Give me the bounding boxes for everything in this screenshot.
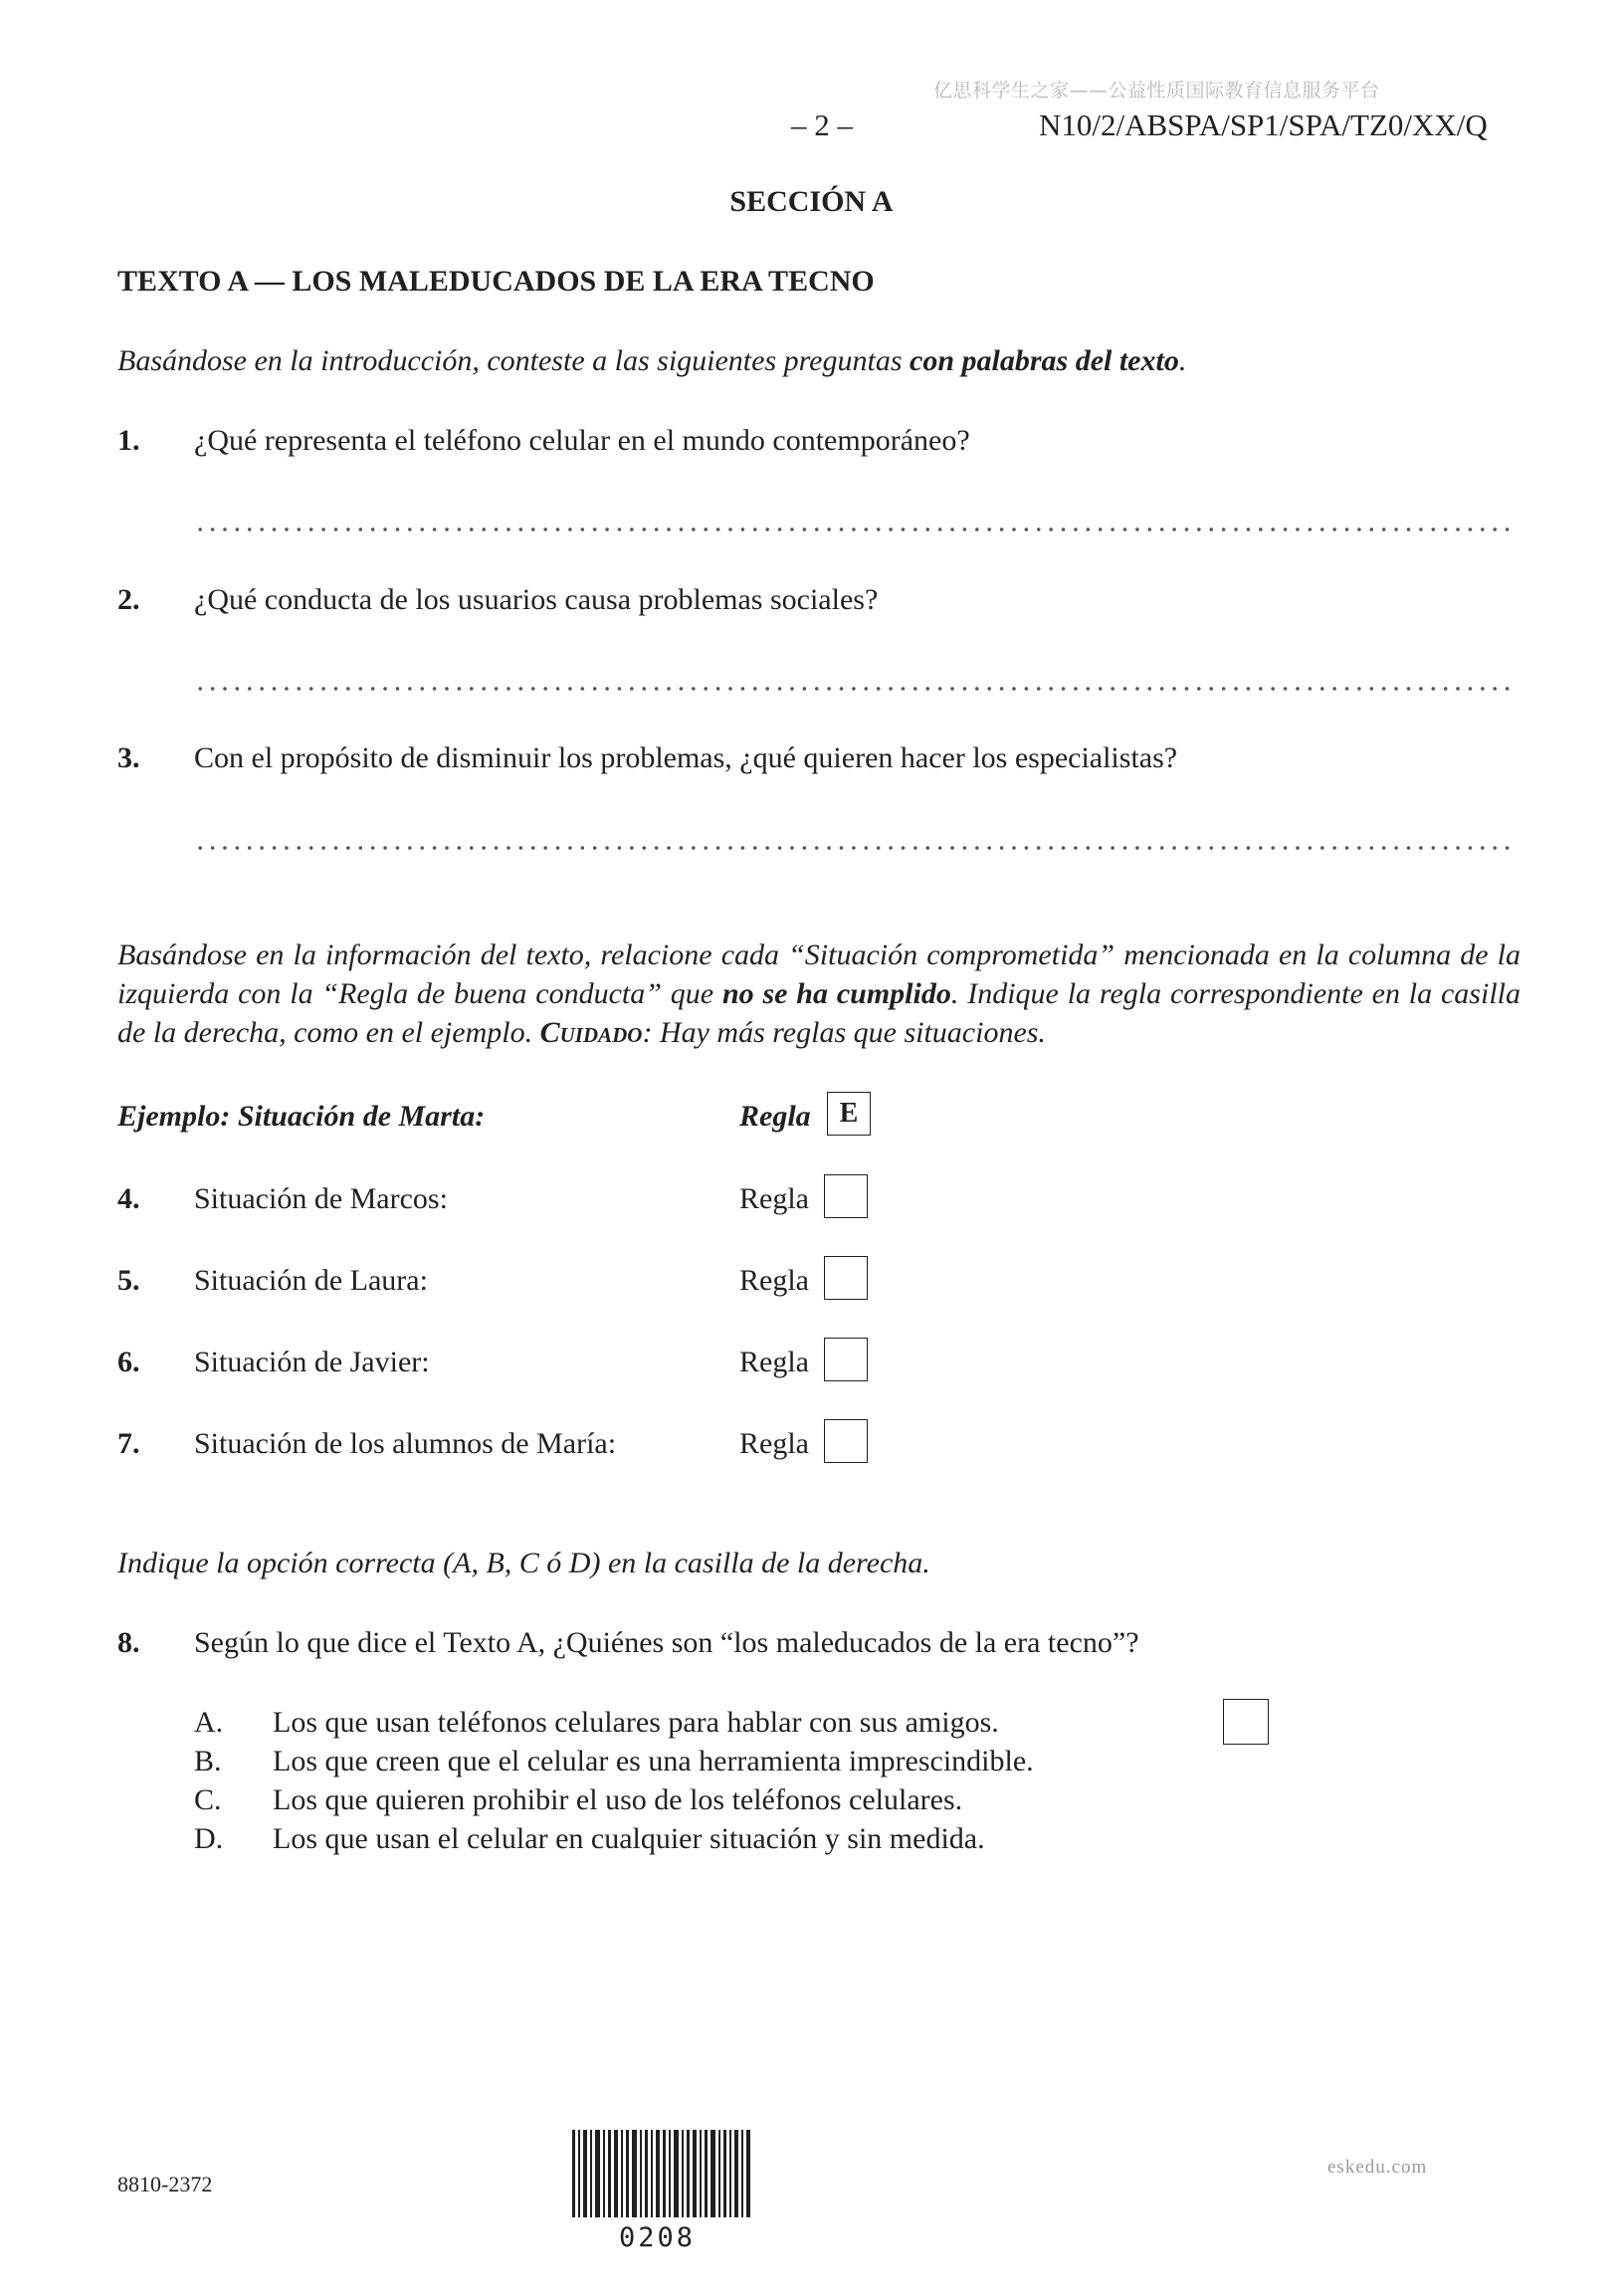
example-regla-label: Regla: [739, 1100, 811, 1133]
answer-line[interactable]: [194, 687, 1510, 691]
barcode-image: [572, 2130, 751, 2217]
situation-text: Situación de Laura:: [194, 1264, 428, 1297]
option-letter: A.: [194, 1706, 224, 1739]
answer-line[interactable]: [194, 527, 1510, 531]
regla-label: Regla: [739, 1427, 809, 1460]
watermark-text: 亿思科学生之家——公益性质国际教育信息服务平台: [933, 80, 1380, 102]
answer-line[interactable]: [194, 846, 1510, 850]
question-number: 7.: [117, 1427, 140, 1460]
regla-label: Regla: [739, 1264, 809, 1297]
option-text: Los que creen que el celular es una herramienta imprescindible.: [273, 1745, 1034, 1777]
situation-text: Situación de los alumnos de María:: [194, 1427, 617, 1460]
option-letter: C.: [194, 1783, 222, 1816]
question-number: 4.: [117, 1182, 140, 1215]
mc-answer-box[interactable]: [1223, 1699, 1269, 1745]
question-text: ¿Qué conducta de los usuarios causa problemas sociales?: [194, 583, 879, 616]
example-label: Ejemplo: Situación de Marta:: [117, 1100, 486, 1133]
answer-box[interactable]: [824, 1419, 868, 1463]
question-number: 2.: [117, 583, 140, 616]
footer-code: 8810-2372: [117, 2172, 213, 2196]
example-answer-box: E: [827, 1092, 871, 1136]
answer-box[interactable]: [824, 1256, 868, 1300]
question-number: 3.: [117, 741, 140, 774]
situation-text: Situación de Marcos:: [194, 1182, 448, 1215]
option-text: Los que quieren prohibir el uso de los teléfonos celulares.: [273, 1783, 963, 1816]
answer-box[interactable]: [824, 1338, 868, 1381]
answer-box[interactable]: [824, 1174, 868, 1218]
option-letter: D.: [194, 1822, 224, 1855]
barcode-number: 0208: [619, 2222, 697, 2253]
question-text: Con el propósito de disminuir los problemas, ¿qué quieren hacer los especialistas?: [194, 741, 1178, 774]
question-number: 5.: [117, 1264, 140, 1297]
site-watermark: eskedu.com: [1327, 2157, 1428, 2178]
text-title: TEXTO A — LOS MALEDUCADOS DE LA ERA TECNO: [117, 265, 875, 298]
question-number: 8.: [117, 1626, 140, 1659]
option-letter: B.: [194, 1745, 222, 1777]
caution-label: Cuidado: [539, 1016, 643, 1049]
question-text: ¿Qué representa el teléfono celular en el mundo contemporáneo?: [194, 424, 970, 457]
situation-text: Situación de Javier:: [194, 1346, 430, 1378]
question-number: 6.: [117, 1346, 140, 1378]
option-text: Los que usan teléfonos celulares para hablar con sus amigos.: [273, 1706, 999, 1739]
section-title: SECCIÓN A: [729, 185, 894, 218]
regla-label: Regla: [739, 1346, 809, 1378]
instruction-intro: Basándose en la introducción, conteste a las siguientes preguntas con palabras del texto.: [117, 344, 1187, 377]
mc-instruction: Indique la opción correcta (A, B, C ó D) en la casilla de la derecha.: [117, 1547, 930, 1579]
matching-instruction: Basándose en la información del texto, relacione cada “Situación comprometida” mencionada en la columna de la izquierda con la “Regla de buena conducta” que no se ha cumplido. Indique la regla correspondiente en la casilla de la derecha, como en el ejemplo. Cuidado: Hay más reglas que situaciones.: [117, 939, 1521, 1049]
option-text: Los que usan el celular en cualquier situación y sin medida.: [273, 1822, 985, 1855]
exam-code: N10/2/ABSPA/SP1/SPA/TZ0/XX/Q: [1039, 107, 1488, 142]
question-text: Según lo que dice el Texto A, ¿Quiénes son “los maleducados de la era tecno”?: [194, 1626, 1139, 1659]
question-number: 1.: [117, 424, 140, 457]
page-number: – 2 –: [791, 107, 853, 142]
regla-label: Regla: [739, 1182, 809, 1215]
